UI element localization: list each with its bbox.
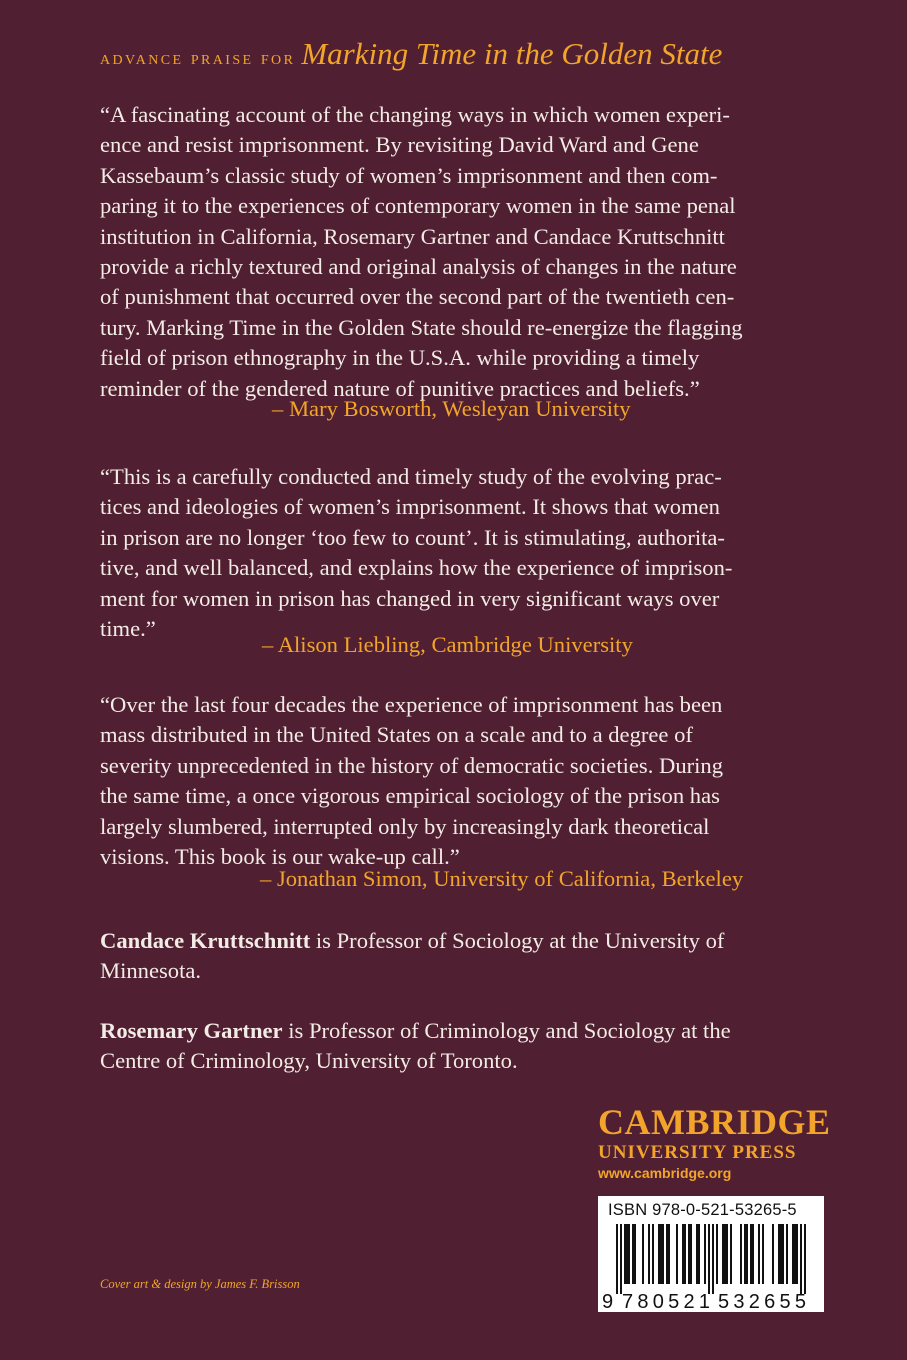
barcode-bar [632, 1224, 634, 1284]
publisher-logo [598, 1102, 831, 1182]
quote-liebling [100, 462, 806, 644]
barcode-bar [652, 1224, 654, 1284]
publisher-sub-text: UNIVERSITY PRESS [598, 1142, 797, 1163]
barcode-bar [758, 1224, 760, 1284]
quote-line: severity unprecedented in the history of democratic societies. During [100, 752, 724, 778]
quote-line: of punishment that occurred over the second part of the twentieth cen- [100, 284, 735, 310]
quote-line: “Over the last four decades the experience of imprisonment has been [100, 692, 723, 717]
barcode-graphic [598, 1196, 824, 1312]
barcode-bar [634, 1224, 636, 1284]
quote-line: institution in California, Rosemary Gartner and Candace Kruttschnitt [100, 223, 725, 249]
barcode-bar [626, 1224, 628, 1284]
quote-line: ment for women in prison has changed in very significant ways over [100, 585, 720, 611]
barcode-bar [666, 1224, 668, 1284]
barcode-bar [698, 1224, 700, 1284]
barcode-bar [782, 1224, 784, 1284]
barcode-bar [800, 1224, 802, 1294]
barcode-bar [792, 1224, 794, 1284]
barcode-digits-left: 780521 [622, 1291, 710, 1312]
barcode-bar [658, 1224, 660, 1284]
publisher-sub [598, 1142, 824, 1164]
praise-heading-prefix: advance praise for [100, 47, 296, 69]
barcode-bar [676, 1224, 678, 1284]
bio-gartner [100, 1016, 806, 1077]
quote-line: Kassebaum’s classic study of women’s imprisonment and then com- [100, 162, 718, 188]
quote-line: provide a richly textured and original analysis of changes in the nature [100, 254, 737, 280]
bio-name: Candace Kruttschnitt [100, 928, 311, 953]
barcode-bar [660, 1224, 662, 1284]
barcode-bar [708, 1224, 710, 1294]
quote-line: time.” [100, 616, 156, 642]
publisher-url: www.cambridge.org [598, 1165, 732, 1181]
isbn-label: ISBN 978-0-521-53265-5 [608, 1201, 797, 1219]
barcode-bar [796, 1224, 798, 1284]
bio-text: is Professor of Criminology and Sociology at the [282, 1018, 731, 1043]
barcode-bar [648, 1224, 650, 1284]
attribution-bosworth: – Mary Bosworth, Wesleyan University [272, 396, 631, 421]
quote-line: tury. Marking Time in the Golden State should re-energize the flagging [100, 314, 743, 340]
quote-line: “A fascinating account of the changing ways in which women experi- [100, 102, 730, 127]
barcode-bar [642, 1224, 644, 1284]
barcode-bars [616, 1224, 806, 1294]
barcode-bar [628, 1224, 630, 1284]
barcode-bar [778, 1224, 780, 1284]
barcode-bar [786, 1224, 788, 1284]
praise-heading [100, 36, 820, 72]
quote-simon [100, 690, 806, 872]
barcode-bar [712, 1224, 714, 1294]
attribution-liebling: – Alison Liebling, Cambridge University [262, 632, 633, 657]
barcode-bar [744, 1224, 746, 1284]
barcode-bar [696, 1224, 698, 1284]
book-title: Marking Time in the Golden State [301, 36, 723, 71]
isbn-barcode-box [598, 1196, 824, 1312]
quote-line: tices and ideologies of women’s imprisonment. It shows that women [100, 494, 720, 520]
barcode-bar [724, 1224, 726, 1284]
quote-line: tive, and well balanced, and explains how the experience of imprison- [100, 555, 733, 581]
barcode-bar [624, 1224, 626, 1284]
bio-name: Rosemary Gartner [100, 1018, 283, 1043]
barcode-bar [726, 1224, 728, 1284]
barcode-bar [762, 1224, 764, 1284]
quote-line: paring it to the experiences of contemporary women in the same penal [100, 193, 736, 219]
bio-kruttschnitt [100, 926, 806, 987]
bio-text: Centre of Criminology, University of Toronto. [100, 1048, 518, 1074]
barcode-bar [722, 1224, 724, 1284]
barcode-bar [682, 1224, 684, 1284]
quote-line: reminder of the gendered nature of punitive practices and beliefs.” [100, 375, 700, 401]
barcode-bar [794, 1224, 796, 1284]
quote-line: “This is a carefully conducted and timely study of the evolving prac- [100, 464, 722, 489]
quote-line: the same time, a once vigorous empirical sociology of the prison has [100, 783, 720, 809]
barcode-bar [662, 1224, 664, 1284]
barcode-bar [684, 1224, 686, 1284]
quote-line: visions. This book is our wake-up call.” [100, 844, 460, 870]
publisher-name-text: CAMBRIDGE [598, 1102, 831, 1142]
quote-bosworth [100, 100, 806, 404]
quote-line: in prison are no longer ‘too few to count’. It is stimulating, authorita- [100, 524, 725, 550]
barcode-bar [752, 1224, 754, 1284]
barcode-bar [750, 1224, 752, 1284]
bio-text: is Professor of Sociology at the University of [310, 928, 725, 953]
barcode-bar [772, 1224, 774, 1284]
barcode-bar [780, 1224, 782, 1284]
barcode-bar [740, 1224, 742, 1284]
quote-line: ence and resist imprisonment. By revisiting David Ward and Gene [100, 132, 699, 158]
barcode-bar [616, 1224, 618, 1294]
publisher-name [598, 1102, 831, 1142]
barcode-bar [746, 1224, 748, 1284]
barcode-digits-right: 532655 [718, 1291, 806, 1312]
barcode-bar [688, 1224, 690, 1284]
attribution-simon: – Jonathan Simon, University of California, Berkeley [260, 866, 744, 891]
quote-line: mass distributed in the United States on a scale and to a degree of [100, 722, 693, 748]
barcode-bar [716, 1224, 718, 1284]
barcode-bar [804, 1224, 806, 1294]
barcode-bar [690, 1224, 692, 1284]
barcode-bar [668, 1224, 670, 1284]
quote-line: largely slumbered, interrupted only by increasingly dark theoretical [100, 813, 710, 839]
barcode-bar [704, 1224, 706, 1284]
barcode-digit-first: 9 [602, 1291, 614, 1312]
barcode-bar [730, 1224, 732, 1284]
cover-credit: Cover art & design by James F. Brisson [100, 1277, 300, 1291]
quote-line: field of prison ethnography in the U.S.A. while providing a timely [100, 345, 700, 371]
bio-text: Minnesota. [100, 958, 202, 984]
barcode-bar [620, 1224, 622, 1294]
